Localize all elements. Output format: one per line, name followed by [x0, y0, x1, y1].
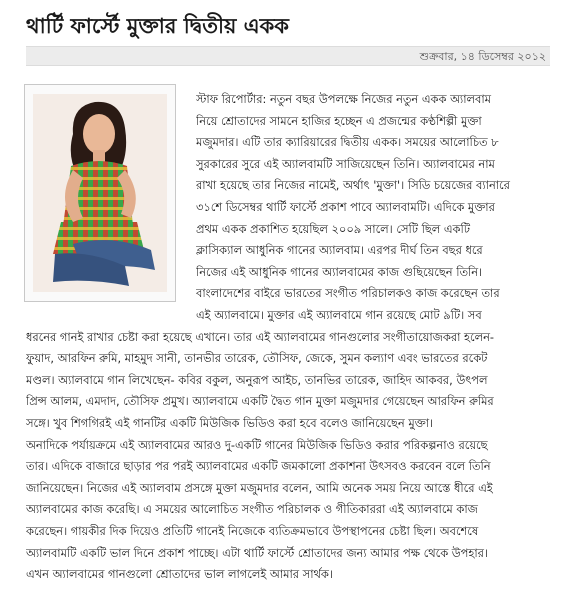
article-body-line: সঙ্গে। খুব শিগগিরই এই গানটির একটি মিউজিক ভিডিও করা হবে বলেও জানিয়েছেন মুক্তা।	[26, 416, 434, 430]
article-body-line: সুরকারের সুরে এই অ্যালবামটি সাজিয়েছেন তিনি। অ্যালবামের নাম	[196, 156, 495, 171]
article-body-line: এখন অ্যালবামের গানগুলো শ্রোতাদের ভাল লাগলেই আমার সার্থক।	[26, 567, 333, 582]
article-body-line: জানিয়েছেন। নিজের এই অ্যালবাম প্রসঙ্গে মুক্তা মজুমদার বলেন, আমি অনেক সময় নিয়ে আস্তে ধীরে এই	[26, 480, 493, 495]
article-body-line: স্টাফ রিপোর্টার: নতুন বছর উপলক্ষে নিজের নতুন একক অ্যালবাম	[196, 92, 491, 106]
article-body-line: অ্যালবামটি একটি ভাল দিনে প্রকাশ পাচ্ছে। এটা থার্টি ফার্স্টে শ্রোতাদের জন্য আমার পক্ষ থেকে উপহার।	[26, 545, 489, 560]
article-dateline: শুক্রবার, ১৪ ডিসেম্বর ২০১২	[26, 46, 550, 66]
article-body-line: ৩১শে ডিসেম্বর থার্টি ফার্স্টে প্রকাশ পাবে অ্যালবামটি। এদিকে মুক্তার	[196, 200, 495, 214]
article-headline: থার্টি ফার্স্টে মুক্তার দ্বিতীয় একক	[26, 14, 290, 38]
article-body-line: মণ্ডল। অ্যালবামে গান লিখেছেন- কবির বকুল, অনুরূপ আইচ, তানভির তারেক, জাহিদ আকবর, উৎপল	[26, 372, 488, 387]
singer-portrait-image	[33, 94, 167, 292]
article-body-line: এই অ্যালবামে। মুক্তার এই অ্যালবামে গান রয়েছে মোট ৯টি। সব	[196, 308, 482, 322]
article-body-line: নিজের এই আধুনিক গানের অ্যালবামের কাজ গুছিয়েছেন তিনি।	[196, 264, 483, 279]
article-body-line: অ্যালবামের কাজ করেছি। এ সময়ের আলোচিত সংগীত পরিচালক ও গীতিকাররা এই অ্যালবামে কাজ	[26, 502, 478, 517]
article-body-line: অনাদিকে পর্যায়ক্রমে এই অ্যালবামের আরও দু-একটি গানের মিউজিক ভিডিও করার পরিকল্পনাও রয়েছে	[26, 437, 488, 452]
article-body-line: ধরনের গানই রাখার চেষ্টা করা হয়েছে এখানে। তার এই অ্যালবামের গানগুলোর সংগীতায়োজকরা হলেন-	[26, 329, 494, 344]
article-body-line: তার। এদিকে বাজারে ছাড়ার পর পরই অ্যালবামের একটি জমকালো প্রকাশনা উৎসবও করবেন বলে তিনি	[26, 459, 491, 474]
article-body-line: ফুয়াদ, আরফিন রুমি, মাহমুদ সানী, তানভীর তারেক, তৌসিফ, জেকে, সুমন কল্যাণ এবং ভারতের রকেট	[26, 351, 488, 366]
article-body-line: মজুমদার। এটি তার ক্যারিয়ারের দ্বিতীয় একক। সময়ের আলোচিত ৮	[196, 135, 499, 150]
article-body-line: প্রিন্স আলম, এমদাদ, তৌসিফ প্রমুখ। অ্যালবামে একটি দ্বৈত গান মুক্তা মজুমদার গেয়েছেন আরফিন রুমির	[26, 394, 494, 409]
article-body-line: করেছেন। গায়কীর দিক দিয়েও প্রতিটি গানেই নিজেকে ব্যতিক্রমভাবে উপস্থাপনের চেষ্টা ছিল। অবশেষে	[26, 524, 479, 538]
article-body-line: প্রথম একক প্রকাশিত হয়েছিল ২০০৯ সালে। সেটি ছিল একটি	[196, 221, 470, 236]
article-body-line: রাখা হয়েছে তার নিজের নামেই, অর্থাৎ 'মুক্তা'। সিডি চয়েজের ব্যানারে	[196, 178, 510, 193]
article-body-line: নিয়ে শ্রোতাদের সামনে হাজির হচ্ছেন এ প্রজন্মের কণ্ঠশিল্পী মুক্তা	[196, 113, 482, 128]
article-body-line: ক্লাসিক্যাল আধুনিক গানের অ্যালবাম। এরপর দীর্ঘ তিন বছর ধরে	[196, 243, 483, 258]
article-photo	[24, 84, 176, 302]
article-body-line: বাংলাদেশের বাইরে ভারতের সংগীত পরিচালকও কাজ করেছেন তার	[196, 286, 500, 301]
